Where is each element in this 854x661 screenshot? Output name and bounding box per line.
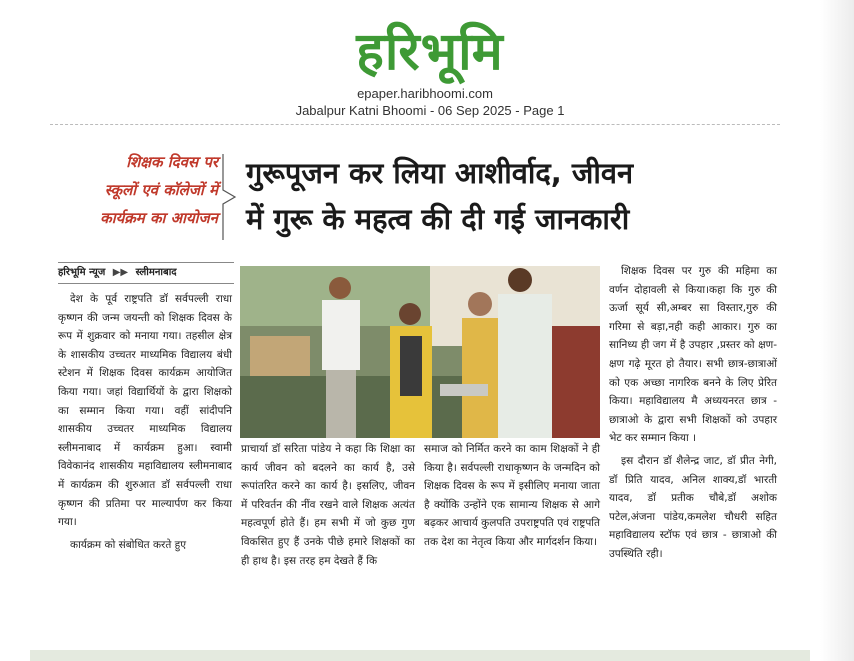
paragraph: इस दौरान डॉ शैलेन्द्र जाट, डॉ प्रीत नेगी, डॉ प्रिति यादव, अनिल शाक्य,डॉ भारती यादव, डॉ प्रतीक चौबे,डॉ अशोक पटेल,अंजना पांडेय,कमलेश चौधरी सहित महाविद्यालय स्टॉफ एवं छात्र - छात्राओ की उपस्थिति रही। [609,454,777,560]
paragraph: देश के पूर्व राष्ट्रपति डॉ सर्वपल्ली राधा कृष्णन की जन्म जयन्ती को शिक्षक दिवस के रूप में शुक्रवार को मनाया गया। तहसील क्षेत्र के शासकीय उच्चतर माध्यमिक विद्यालय बंधी स्टेशन में शिक्षक दिवस कार्यक्रम आयोजित किया गया। जहां विद्यार्थियों के द्वारा शिक्षको का सम्मान किया गया। वहीं सांदीपनि शासकीय उच्चतर माध्यमिक विद्यालय स्लीमनाबाद में कार्यक्रम हुआ। स्वामी विवेकानंद शासकीय महाविद्यालय स्लीमनाबाद में कार्यक्रम की शुरुआत डॉ सर्वपल्ली राधा कृष्णन की प्रतिमा पर माल्यार्पण कर किया गया। [58,293,232,529]
headline-line: गुरूपूजन कर लिया आशीर्वाद, जीवन [246,156,634,190]
article-kicker [58,148,218,232]
article-column-2 [241,440,415,570]
article-column-3 [424,440,600,552]
top-divider [50,124,780,130]
page-side-shadow [820,0,854,661]
epaper-url[interactable]: epaper.haribhoomi.com [357,86,493,101]
byline-agency: हरिभूमि न्यूज [58,267,106,278]
article-column-1 [58,290,232,554]
event-photo-image [240,266,600,438]
paragraph: प्राचार्या डॉ सरिता पांडेय ने कहा कि शिक्षा का कार्य जीवन को बदलने का कार्य है, उसे रूपांतरित करने का कार्य है। इसलिए, जीवन में परिवर्तन की नींव रखने वाले शिक्षक अत्यंत महत्वपूर्ण होते हैं। हम सभी में जो कुछ गुण विकसित हुए हैं उनके पीछे हमारे शिक्षकों का ही हाथ है। इस तरह हम देखते हैं कि [241,443,415,567]
kicker-bracket-icon [221,152,239,242]
kicker-line: कार्यक्रम का आयोजन [100,209,218,227]
newspaper-logo: हरिभूमि [356,22,504,82]
byline-arrows-icon: ▶▶ [112,267,129,278]
article-photo [240,266,600,438]
edition-info: Jabalpur Katni Bhoomi - 06 Sep 2025 - Page 1 [295,103,565,118]
paragraph: समाज को निर्मित करने का काम शिक्षकों ने ही किया है। सर्वपल्ली राधाकृष्णन के जन्मदिन को शिक्षक दिवस के रूप में इसीलिए मनाया जाता है क्योंकि उन्होंने एक सामान्य शिक्षक से आगे बढ़कर आचार्य कुलपति उपराष्ट्रपति एवं राष्ट्रपति तक देश का नेतृत्व किया और मार्गदर्शन किया। [424,443,601,548]
paragraph: कार्यक्रम को संबोधित करते हुए [70,538,187,551]
kicker-line: शिक्षक दिवस पर [126,153,218,171]
article-headline [246,150,786,242]
kicker-line: स्कूलों एवं कॉलेजों में [104,181,218,199]
article-column-4 [609,262,777,564]
paragraph: शिक्षक दिवस पर गुरु की महिमा का वर्णन दोहावली से किया।कहा कि गुरु की ऊर्जा सूर्य सी,अम्बर सा विस्तार,गुरु की गरिमा से बड़ा,नही कही आकार। गुरु का सानिध्य ही जग में है उपहार ,प्रस्तर को क्षण-क्षण गढ़े मूरत हो तैयार। सभी छात्र-छात्राओं को एक अच्छा नागरिक बनने के लिए प्रेरित किया। महाविद्यालय मै अध्ययनरत छात्र - छात्राओ के द्वारा सभी शिक्षकों को उपहार भेट कर सम्मान किया । [609,265,777,445]
byline [58,262,234,284]
byline-place: स्लीमनाबाद [135,267,177,278]
masthead [0,0,854,124]
page-bottom-edge [30,650,810,661]
headline-line: में गुरू के महत्व की दी गई जानकारी [246,202,630,236]
